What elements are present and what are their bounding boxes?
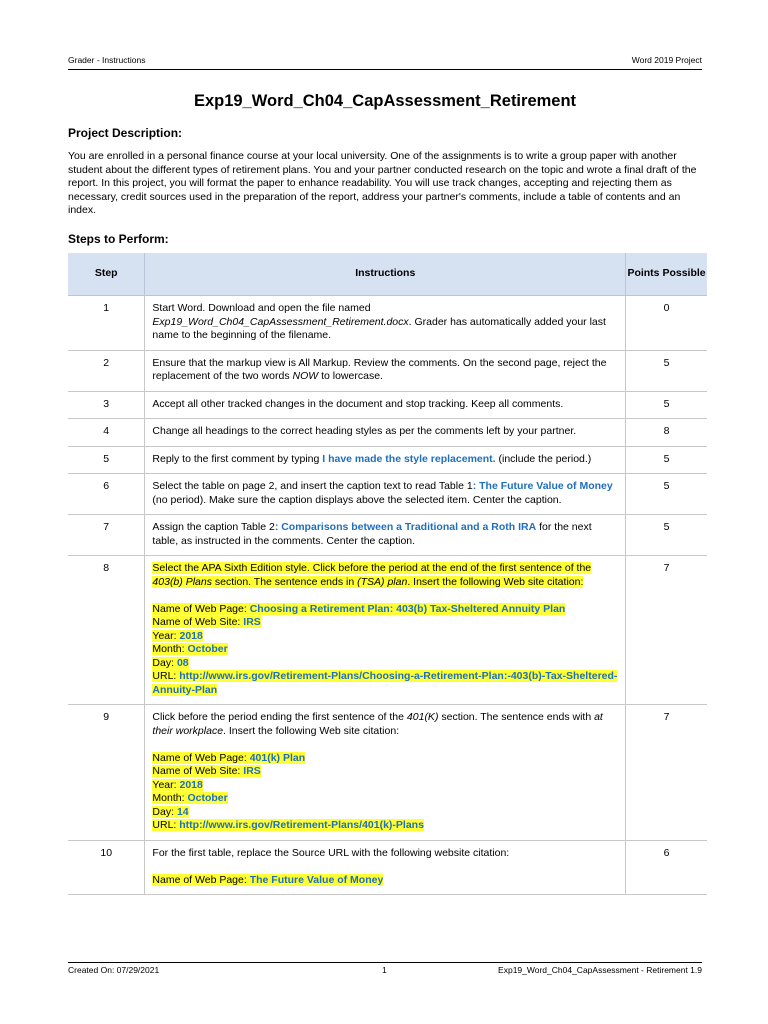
step-instructions (145, 556, 626, 705)
instruction-text: Click before the period ending the first sentence of the (152, 711, 407, 723)
citation-field (152, 806, 619, 820)
citation-field (152, 630, 619, 644)
spacer (152, 860, 619, 874)
field-value: 08 (176, 656, 189, 669)
col-header-points: Points Possible (626, 253, 707, 296)
table-row (68, 840, 707, 895)
field-label: Year: (152, 629, 180, 642)
field-label: Name of Web Page: (152, 751, 250, 764)
emphasis-word: NOW (292, 370, 319, 382)
points-possible: 7 (626, 556, 707, 705)
footer-created-date: Created On: 07/29/2021 (68, 965, 160, 975)
project-description-heading: Project Description: (68, 126, 183, 140)
step-number: 10 (68, 840, 145, 895)
footer-divider (68, 962, 702, 963)
field-label: Name of Web Site: (152, 765, 244, 777)
reply-text: I have made the style replacement. (322, 452, 496, 465)
instruction-text: (no period). Make sure the caption displays above the selected item. Center the caption. (152, 493, 562, 506)
page-footer (68, 965, 702, 979)
instruction-text: for the next table, as instructed in the comments. Center the caption. (152, 521, 592, 547)
step-instructions (145, 391, 626, 419)
table-row (68, 446, 707, 474)
instruction-paragraph (152, 711, 619, 738)
step-instructions (145, 296, 626, 351)
caption-text: : Comparisons between a Traditional and a Roth IRA (274, 521, 537, 533)
header-left-text: Grader - Instructions (68, 55, 146, 65)
points-possible: 5 (626, 474, 707, 515)
step-instructions (145, 350, 626, 391)
instruction-text: . Insert the following Web site citation: (407, 575, 584, 588)
step-number: 8 (68, 556, 145, 705)
step-number: 5 (68, 446, 145, 474)
instruction-text: Start Word. Download and open the file named (152, 302, 371, 314)
sentence-end: (TSA) plan (357, 575, 408, 588)
header-right-text: Word 2019 Project (631, 55, 702, 65)
step-number: 6 (68, 474, 145, 515)
field-label: Month: (152, 792, 188, 804)
instruction-text: section. The sentence ends in (211, 575, 358, 588)
citation-field (152, 643, 619, 657)
points-possible: 0 (626, 296, 707, 351)
table-row (68, 296, 707, 351)
file-name: Exp19_Word_Ch04_CapAssessment_Retirement.docx (152, 315, 409, 328)
table-header-row (68, 253, 707, 296)
citation-field (152, 874, 619, 888)
table-row (68, 474, 707, 515)
citation-field (152, 670, 619, 697)
spacer (152, 738, 619, 752)
table-row (68, 419, 707, 447)
citation-field (152, 657, 619, 671)
project-description-body: You are enrolled in a personal finance course at your local university. One of the assignments is to write a group paper with another student about the different types of retirement plans. You and your partner conducted research on the topic and wrote a final draft of the report. In this project, you will format the paper to enhance readability. You will use track changes, accepting and rejecting them as necessary, credit sources used in the preparation of the report, address your partner's comments, include a table of contents and an index. (68, 150, 697, 216)
instruction-text: Change all headings to the correct heading styles as per the comments left by your partner. (152, 425, 577, 437)
instruction-text: Ensure that the markup view is All Markup. Review the comments. On the second page, reject the replacement of the two words (152, 356, 607, 382)
citation-field (152, 616, 619, 630)
col-header-step: Step (68, 253, 145, 296)
points-possible: 8 (626, 419, 707, 447)
instruction-text: . Grader has automatically added your last name to the beginning of the filename. (152, 315, 606, 341)
footer-document-name: Exp19_Word_Ch04_CapAssessment - Retirement 1.9 (498, 965, 702, 975)
field-value: 14 (176, 805, 189, 818)
field-label: Name of Web Site: (152, 616, 244, 628)
steps-table (68, 253, 707, 895)
header-divider (68, 69, 702, 70)
step-number: 3 (68, 391, 145, 419)
points-possible: 6 (626, 840, 707, 895)
field-value: Choosing a Retirement Plan: 403(b) Tax-Sheltered Annuity Plan (249, 602, 566, 615)
step-number: 7 (68, 515, 145, 556)
instruction-text: Select the table on page 2, and insert the caption text to read Table 1 (152, 480, 473, 492)
citation-field (152, 603, 619, 617)
instruction-text: to lowercase. (318, 370, 383, 382)
step-number: 2 (68, 350, 145, 391)
section-name: 403(b) Plans (152, 575, 212, 588)
instruction-text: Reply to the first comment by typing (152, 452, 323, 465)
citation-field (152, 819, 619, 833)
step-number: 4 (68, 419, 145, 447)
step-instructions (145, 840, 626, 895)
steps-heading: Steps to Perform: (68, 232, 169, 246)
table-row (68, 556, 707, 705)
field-value: 2018 (179, 629, 203, 642)
field-value: http://www.irs.gov/Retirement-Plans/401(k)-Plans (179, 819, 424, 831)
section-name: 401(K) (406, 711, 439, 723)
field-label: Name of Web Page: (152, 873, 250, 886)
field-value: 2018 (179, 778, 203, 791)
instruction-text: . Insert the following Web site citation: (223, 724, 400, 737)
instruction-text: Accept all other tracked changes in the document and stop tracking. Keep all comments. (152, 397, 564, 410)
spacer (152, 589, 619, 603)
field-value: http://www.irs.gov/Retirement-Plans/Choosing-a-Retirement-Plan:-403(b)-Tax-Sheltered-Annuity-Plan (152, 670, 618, 696)
step-number: 9 (68, 705, 145, 841)
points-possible: 5 (626, 446, 707, 474)
points-possible: 5 (626, 515, 707, 556)
field-value: IRS (243, 765, 261, 777)
citation-field (152, 792, 619, 806)
field-label: URL: (152, 670, 180, 682)
step-instructions (145, 446, 626, 474)
col-header-instructions: Instructions (145, 253, 626, 296)
instruction-text: section. The sentence ends with (438, 711, 595, 723)
field-value: October (187, 792, 228, 804)
points-possible: 5 (626, 350, 707, 391)
document-title: Exp19_Word_Ch04_CapAssessment_Retirement (193, 92, 577, 110)
citation-field (152, 779, 619, 793)
table-row (68, 350, 707, 391)
document-page (68, 0, 706, 1024)
field-label: Year: (152, 778, 180, 791)
instruction-text: Select the APA Sixth Edition style. Click before the period at the end of the first sentence of the (152, 562, 592, 574)
page-header (68, 55, 702, 69)
step-instructions (145, 515, 626, 556)
field-label: URL: (152, 819, 180, 831)
instruction-text: Assign the caption Table 2 (152, 521, 275, 533)
field-value: October (187, 643, 228, 655)
field-label: Month: (152, 643, 188, 655)
field-value: 401(k) Plan (249, 751, 306, 764)
instruction-paragraph (152, 562, 619, 589)
caption-text: : The Future Value of Money (472, 480, 613, 492)
footer-page-number: 1 (382, 965, 387, 975)
field-label: Name of Web Page: (152, 602, 250, 615)
field-value: IRS (243, 616, 261, 628)
table-row (68, 515, 707, 556)
citation-field (152, 765, 619, 779)
field-label: Day: (152, 805, 177, 818)
points-possible: 7 (626, 705, 707, 841)
citation-field (152, 752, 619, 766)
instruction-text: (include the period.) (495, 452, 592, 465)
table-row (68, 391, 707, 419)
step-number: 1 (68, 296, 145, 351)
field-value: The Future Value of Money (249, 873, 384, 886)
field-label: Day: (152, 656, 177, 669)
step-instructions (145, 474, 626, 515)
sentence-end: at their workplace (152, 711, 603, 737)
points-possible: 5 (626, 391, 707, 419)
instruction-paragraph: For the first table, replace the Source URL with the following website citation: (152, 846, 510, 859)
table-row (68, 705, 707, 841)
step-instructions (145, 705, 626, 841)
step-instructions (145, 419, 626, 447)
